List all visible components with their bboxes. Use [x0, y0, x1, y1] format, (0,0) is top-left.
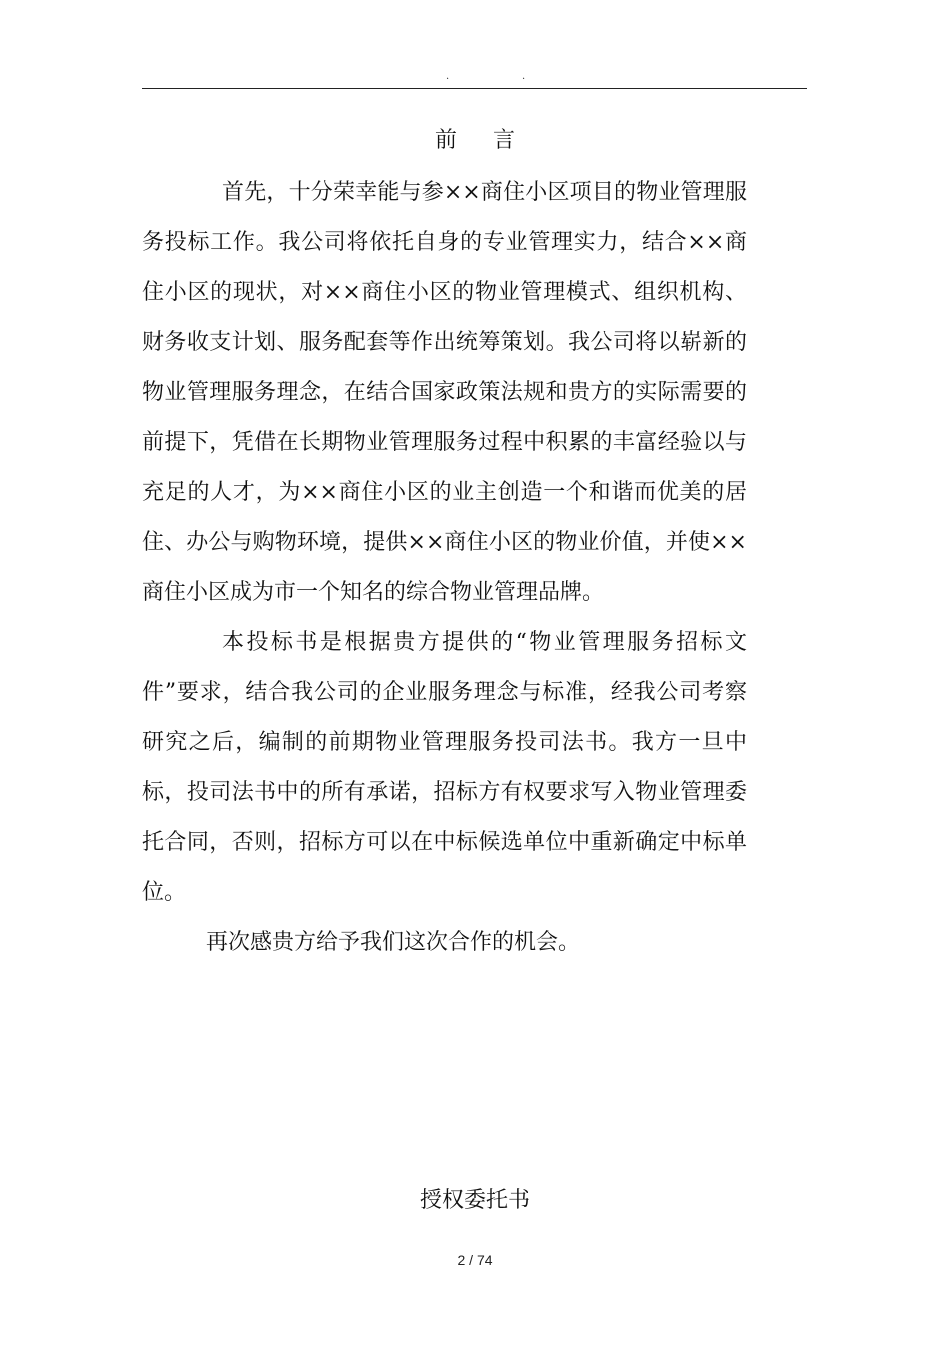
next-section-title: 授权委托书 [419, 1188, 530, 1213]
header-mark: . [522, 71, 526, 82]
page-number: 2 / 74 [457, 1252, 493, 1268]
section-heading: 前言 [434, 128, 551, 153]
paragraph-thanks: 再次感贵方给予我们这次合作的机会。 [206, 930, 581, 955]
header-divider [142, 88, 807, 89]
header-mark: . [446, 71, 450, 82]
body-text [142, 168, 747, 968]
paragraph-bid-statement: 本投标书是根据贵方提供的“物业管理服务招标文件”要求，结合我公司的企业服务理念与标准，经我公司考察研究之后，编制的前期物业管理服务投司法书。我方一旦中标，投司法书中的所有承诺，招标方有权要求写入物业管理委托合同，否则，招标方可以在中标候选单位中重新确定中标单位。 [142, 630, 747, 905]
header-marks [446, 70, 526, 84]
paragraph-intro: 首先，十分荣幸能与参××商住小区项目的物业管理服务投标工作。我公司将依托自身的专业管理实力，结合××商住小区的现状，对××商住小区的物业管理模式、组织机构、财务收支计划、服务配套等作出统筹策划。我公司将以崭新的物业管理服务理念，在结合国家政策法规和贵方的实际需要的前提下，凭借在长期物业管理服务过程中积累的丰富经验以与充足的人才，为××商住小区的业主创造一个和谐而优美的居住、办公与购物环境，提供××商住小区的物业价值，并使××商住小区成为市一个知名的综合物业管理品牌。 [142, 180, 747, 605]
